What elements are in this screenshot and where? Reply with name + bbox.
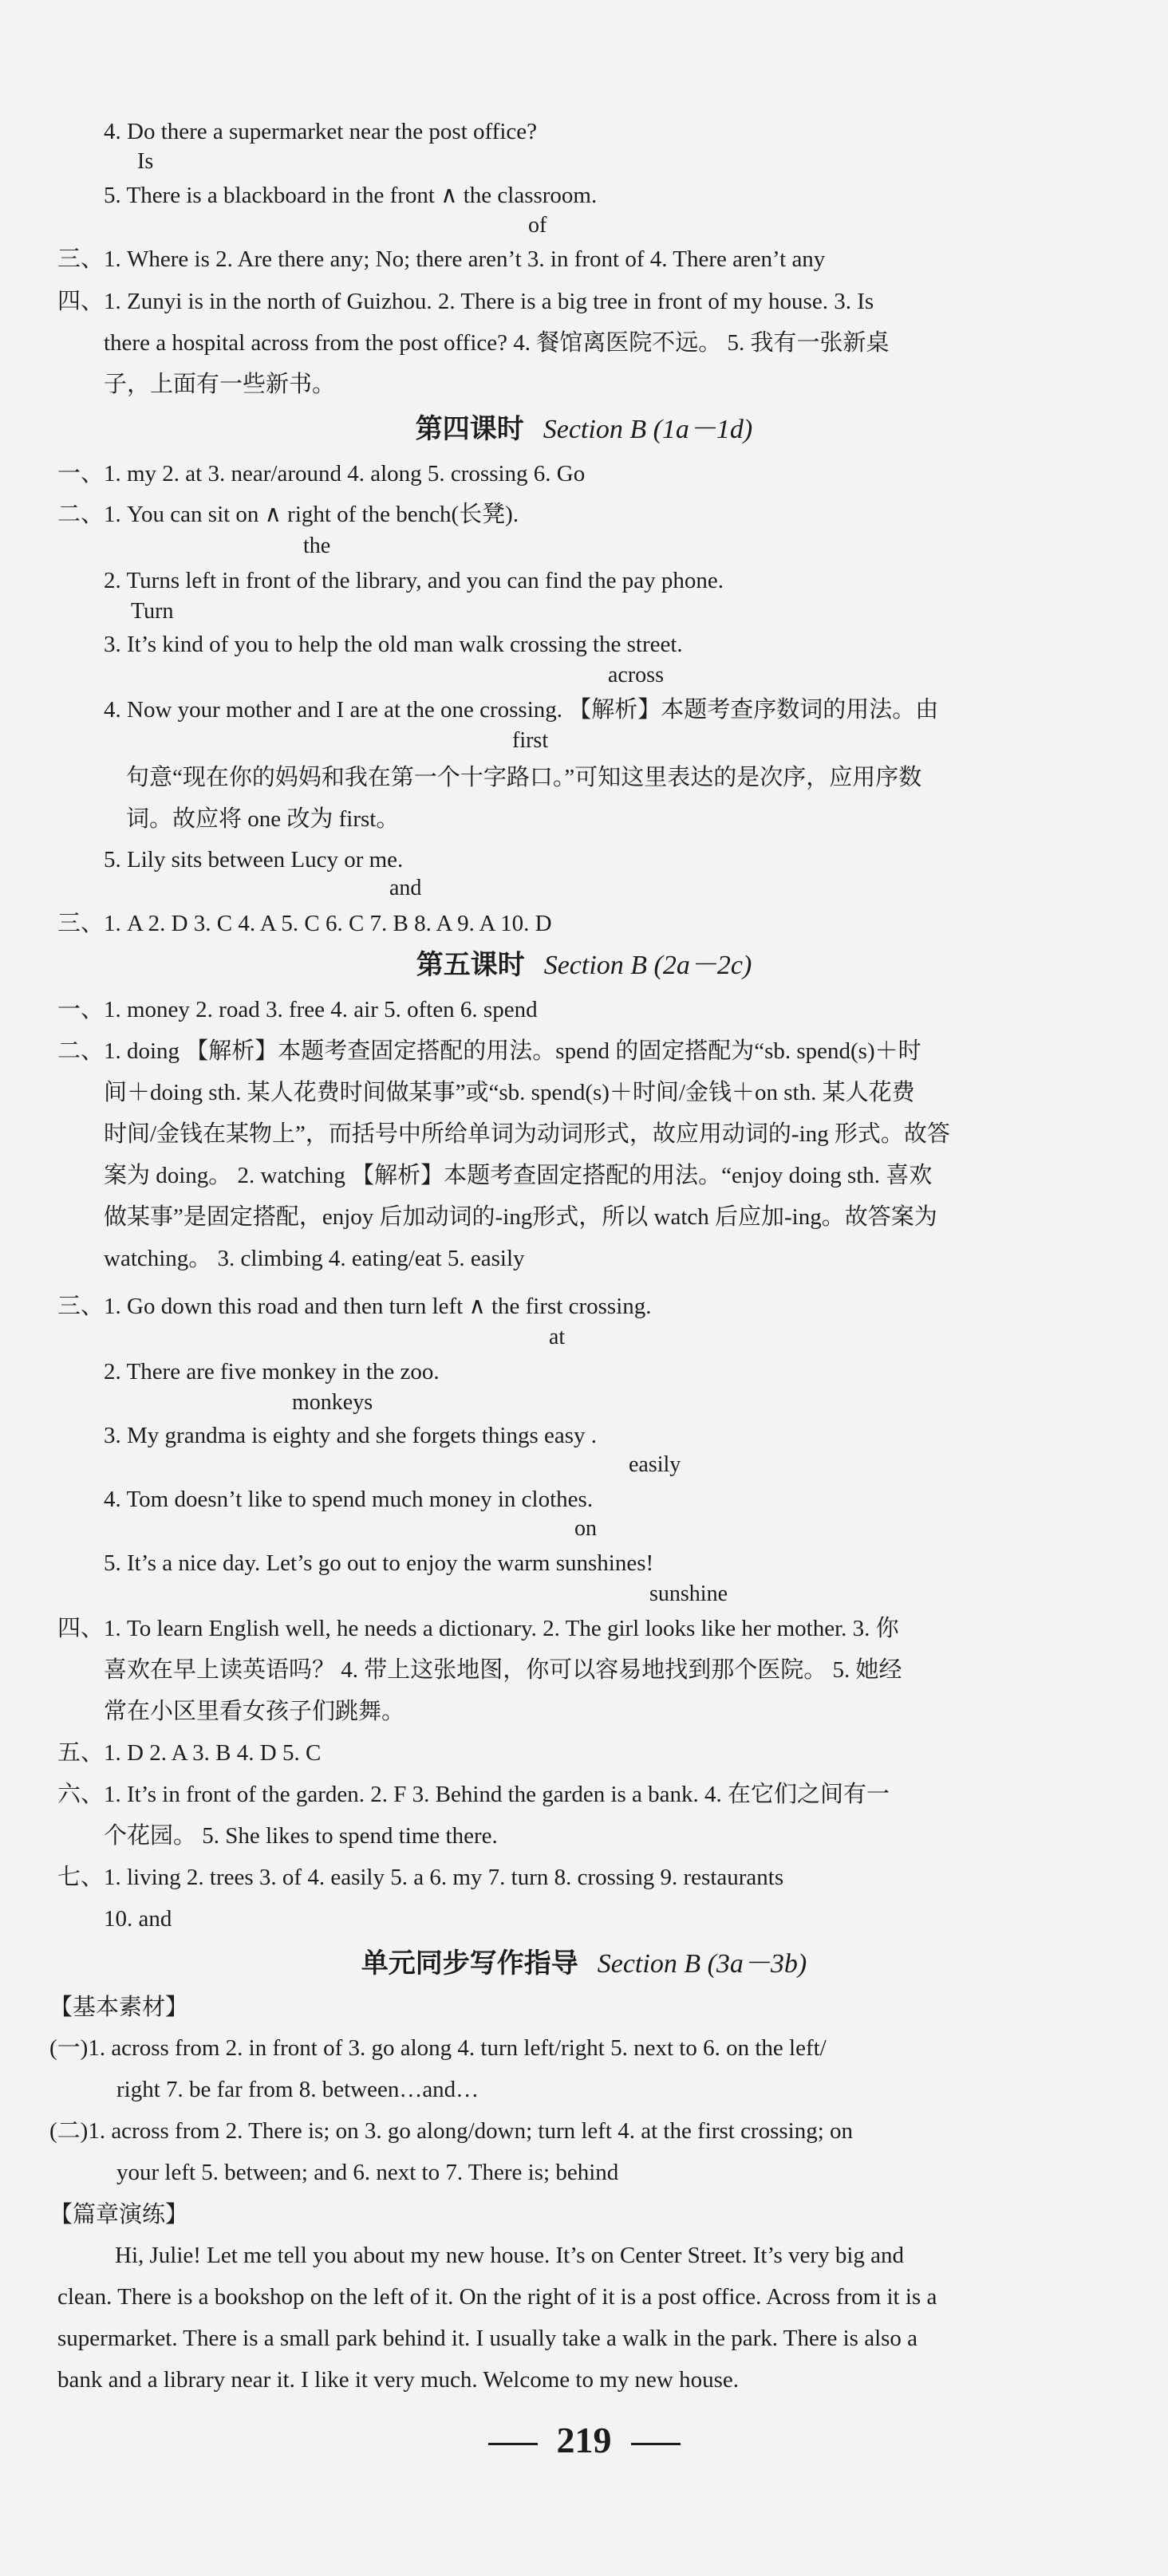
- answer-line: 一、1. money 2. road 3. free 4. air 5. often 6. spend: [57, 997, 538, 1022]
- answer-line: (一)1. across from 2. in front of 3. go along 4. turn left/right 5. next to 6. on the left/: [49, 2035, 827, 2061]
- answer-line: 5. It’s a nice day. Let’s go out to enjoy the warm sunshines!: [104, 1550, 654, 1576]
- correction-text: of: [528, 213, 547, 238]
- answer-line: 个花园。 5. She likes to spend time there.: [104, 1823, 498, 1849]
- answer-line: 5. Lily sits between Lucy or me.: [104, 847, 404, 872]
- correction-text: at: [549, 1325, 566, 1349]
- answer-line: 时间/金钱在某物上”，而括号中所给单词为动词形式，故应用动词的-ing 形式。故答: [104, 1121, 950, 1147]
- answer-line: 四、1. To learn English well, he needs a dictionary. 2. The girl looks like her mother. 3. 你: [57, 1616, 899, 1641]
- answer-line: 4. Tom doesn’t like to spend much money in clothes.: [104, 1487, 594, 1512]
- section-heading-subtitle: Section B (2a－2c): [543, 951, 752, 980]
- answer-line: 案为 doing。 2. watching 【解析】本题考查固定搭配的用法。“enjoy doing sth. 喜欢: [104, 1163, 933, 1188]
- correction-text: on: [574, 1516, 597, 1541]
- answer-line: 子，上面有一些新书。: [104, 372, 336, 397]
- section-heading: [0, 1946, 1168, 1982]
- correction-text: first: [512, 728, 549, 753]
- subsection-label: 【篇章演练】: [49, 2200, 189, 2227]
- answer-line: 4. Now your mother and I are at the one crossing. 【解析】本题考查序数词的用法。由: [104, 697, 939, 723]
- answer-line: 二、1. doing 【解析】本题考查固定搭配的用法。spend 的固定搭配为“sb. spend(s)＋时: [57, 1038, 921, 1064]
- answer-line: 常在小区里看女孩子们跳舞。: [104, 1699, 405, 1724]
- answer-line: 5. There is a blackboard in the front ∧ the classroom.: [104, 183, 598, 208]
- answer-line: 七、1. living 2. trees 3. of 4. easily 5. a 6. my 7. turn 8. crossing 9. restaurants: [57, 1865, 784, 1890]
- answer-line: 句意“现在你的妈妈和我在第一个十字路口。”可知这里表达的是次序，应用序数: [126, 765, 922, 790]
- answer-line: 四、1. Zunyi is in the north of Guizhou. 2. There is a big tree in front of my house. 3. Is: [57, 289, 874, 314]
- answer-line: 2. Turns left in front of the library, and you can find the pay phone.: [104, 568, 724, 593]
- correction-text: easily: [629, 1452, 681, 1477]
- answer-line: 3. It’s kind of you to help the old man walk crossing the street.: [104, 632, 683, 657]
- correction-text: Is: [137, 149, 154, 174]
- answer-line: 五、1. D 2. A 3. B 4. D 5. C: [57, 1740, 322, 1766]
- answer-line: 做某事”是固定搭配，enjoy 后加动词的-ing形式，所以 watch 后应加-ing。故答案为: [104, 1204, 937, 1230]
- answer-line: 三、1. A 2. D 3. C 4. A 5. C 6. C 7. B 8. A 9. A 10. D: [57, 911, 552, 936]
- answer-line: 词。故应将 one 改为 first。: [126, 806, 400, 832]
- answer-line: right 7. be far from 8. between…and…: [116, 2077, 479, 2102]
- dash-decoration: [631, 2443, 681, 2445]
- section-heading: [0, 412, 1168, 447]
- correction-text: and: [389, 876, 422, 900]
- section-heading-title: 第五课时: [416, 949, 525, 981]
- answer-line: 三、1. Go down this road and then turn left ∧ the first crossing.: [57, 1294, 652, 1319]
- page-number-text: 219: [556, 2420, 612, 2460]
- section-heading-subtitle: Section B (1a－1d): [543, 415, 753, 444]
- subsection-label: 【基本素材】: [49, 1993, 189, 2020]
- dash-decoration: [488, 2443, 538, 2445]
- answer-line: 三、1. Where is 2. Are there any; No; there aren’t 3. in front of 4. There aren’t any: [57, 246, 826, 272]
- answer-line: 间＋doing sth. 某人花费时间做某事”或“sb. spend(s)＋时间/金钱＋on sth. 某人花费: [104, 1080, 915, 1105]
- essay-line: bank and a library near it. I like it very much. Welcome to my new house.: [57, 2367, 739, 2393]
- correction-text: monkeys: [292, 1390, 373, 1415]
- section-heading-subtitle: Section B (3a－3b): [597, 1949, 807, 1979]
- essay-line: supermarket. There is a small park behind it. I usually take a walk in the park. There is also a: [57, 2326, 918, 2351]
- correction-text: sunshine: [649, 1581, 728, 1606]
- answer-line: 4. Do there a supermarket near the post office?: [104, 119, 537, 144]
- essay-line: clean. There is a bookshop on the left of it. On the right of it is a post office. Across from it is a: [57, 2284, 937, 2310]
- answer-line: 10. and: [104, 1906, 172, 1932]
- answer-line: watching。 3. climbing 4. eating/eat 5. easily: [104, 1246, 525, 1271]
- page-number: [0, 2416, 1168, 2464]
- section-heading-title: 单元同步写作指导: [361, 1948, 578, 1979]
- answer-line: (二)1. across from 2. There is; on 3. go along/down; turn left 4. at the first crossing; on: [49, 2118, 854, 2144]
- correction-text: the: [303, 534, 331, 558]
- answer-line: 一、1. my 2. at 3. near/around 4. along 5. crossing 6. Go: [57, 461, 586, 486]
- answer-line: 2. There are five monkey in the zoo.: [104, 1359, 440, 1385]
- correction-text: Turn: [131, 599, 174, 624]
- answer-line: 3. My grandma is eighty and she forgets things easy .: [104, 1423, 598, 1448]
- correction-text: across: [608, 663, 664, 687]
- answer-line: your left 5. between; and 6. next to 7. There is; behind: [116, 2160, 619, 2185]
- section-heading-title: 第四课时: [415, 413, 524, 445]
- answer-line: 喜欢在早上读英语吗？ 4. 带上这张地图，你可以容易地找到那个医院。 5. 她经: [104, 1657, 902, 1683]
- answer-line: 六、1. It’s in front of the garden. 2. F 3. Behind the garden is a bank. 4. 在它们之间有一: [57, 1782, 890, 1807]
- essay-line: Hi, Julie! Let me tell you about my new house. It’s on Center Street. It’s very big and: [115, 2243, 905, 2268]
- answer-line: 二、1. You can sit on ∧ right of the bench(长凳).: [57, 502, 519, 527]
- section-heading: [0, 947, 1168, 983]
- answer-line: there a hospital across from the post office? 4. 餐馆离医院不远。 5. 我有一张新桌: [104, 330, 890, 356]
